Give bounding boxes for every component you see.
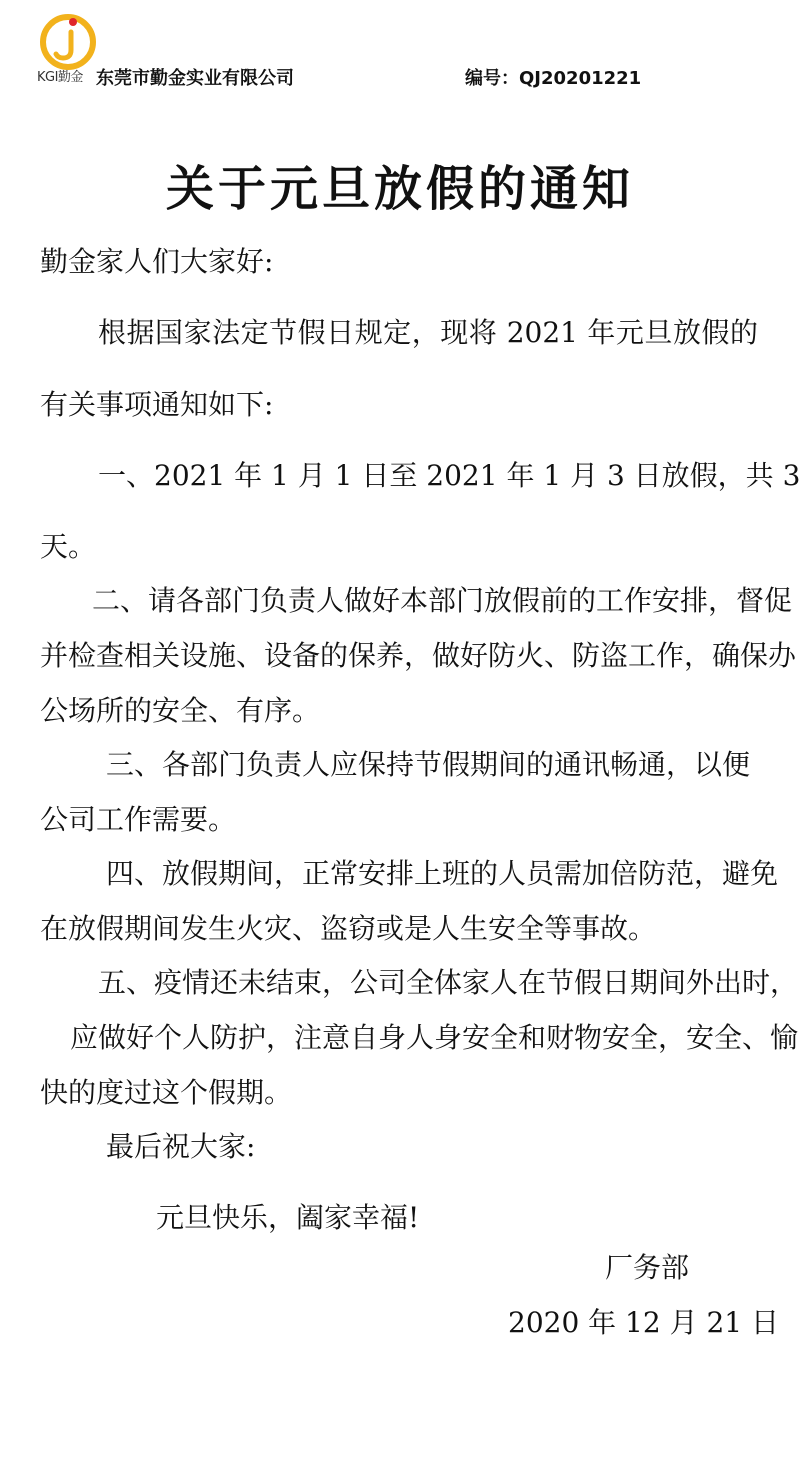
item-2-line-2: 并检查相关设施、设备的保养，做好防火、防盗工作，确保办 bbox=[40, 639, 797, 672]
item-1-line-1: 一、2021 年 1 月 1 日至 2021 年 1 月 3 日放假，共 3 bbox=[98, 459, 800, 492]
intro-line-1: 根据国家法定节假日规定，现将 2021 年元旦放假的 bbox=[98, 316, 758, 349]
item-3-line-2: 公司工作需要。 bbox=[40, 803, 237, 836]
item-5-line-3: 快的度过这个假期。 bbox=[40, 1076, 293, 1109]
wishes-line: 元旦快乐，阖家幸福! bbox=[156, 1201, 420, 1234]
greeting: 勤金家人们大家好: bbox=[40, 245, 274, 278]
document-number: 编号：QJ20201221 bbox=[465, 68, 642, 89]
closing-line: 最后祝大家: bbox=[106, 1130, 256, 1163]
company-name: 东莞市勤金实业有限公司 bbox=[96, 68, 294, 89]
intro-line-2: 有关事项通知如下: bbox=[40, 388, 274, 421]
logo-j-icon bbox=[37, 14, 99, 70]
item-4-line-2: 在放假期间发生火灾、盗窃或是人生安全等事故。 bbox=[40, 912, 657, 945]
item-5-line-1: 五、疫情还未结束，公司全体家人在节假日期间外出时， bbox=[98, 966, 799, 999]
item-1-line-2: 天。 bbox=[40, 530, 97, 563]
company-logo bbox=[37, 14, 99, 88]
item-5-line-2: 应做好个人防护，注意自身人身安全和财物安全，安全、愉 bbox=[70, 1021, 799, 1054]
signature-department: 厂务部 bbox=[605, 1251, 690, 1284]
item-3-line-1: 三、各部门负责人应保持节假期间的通讯畅通，以便 bbox=[106, 748, 751, 781]
item-2-line-3: 公场所的安全、有序。 bbox=[40, 694, 321, 727]
item-2-line-1: 二、请各部门负责人做好本部门放假前的工作安排，督促 bbox=[92, 584, 793, 617]
logo-text: KGI勤金 bbox=[37, 70, 83, 85]
item-4-line-1: 四、放假期间，正常安排上班的人员需加倍防范，避免 bbox=[106, 857, 779, 890]
signature-date: 2020 年 12 月 21 日 bbox=[508, 1306, 780, 1339]
page-title: 关于元旦放假的通知 bbox=[165, 161, 634, 217]
